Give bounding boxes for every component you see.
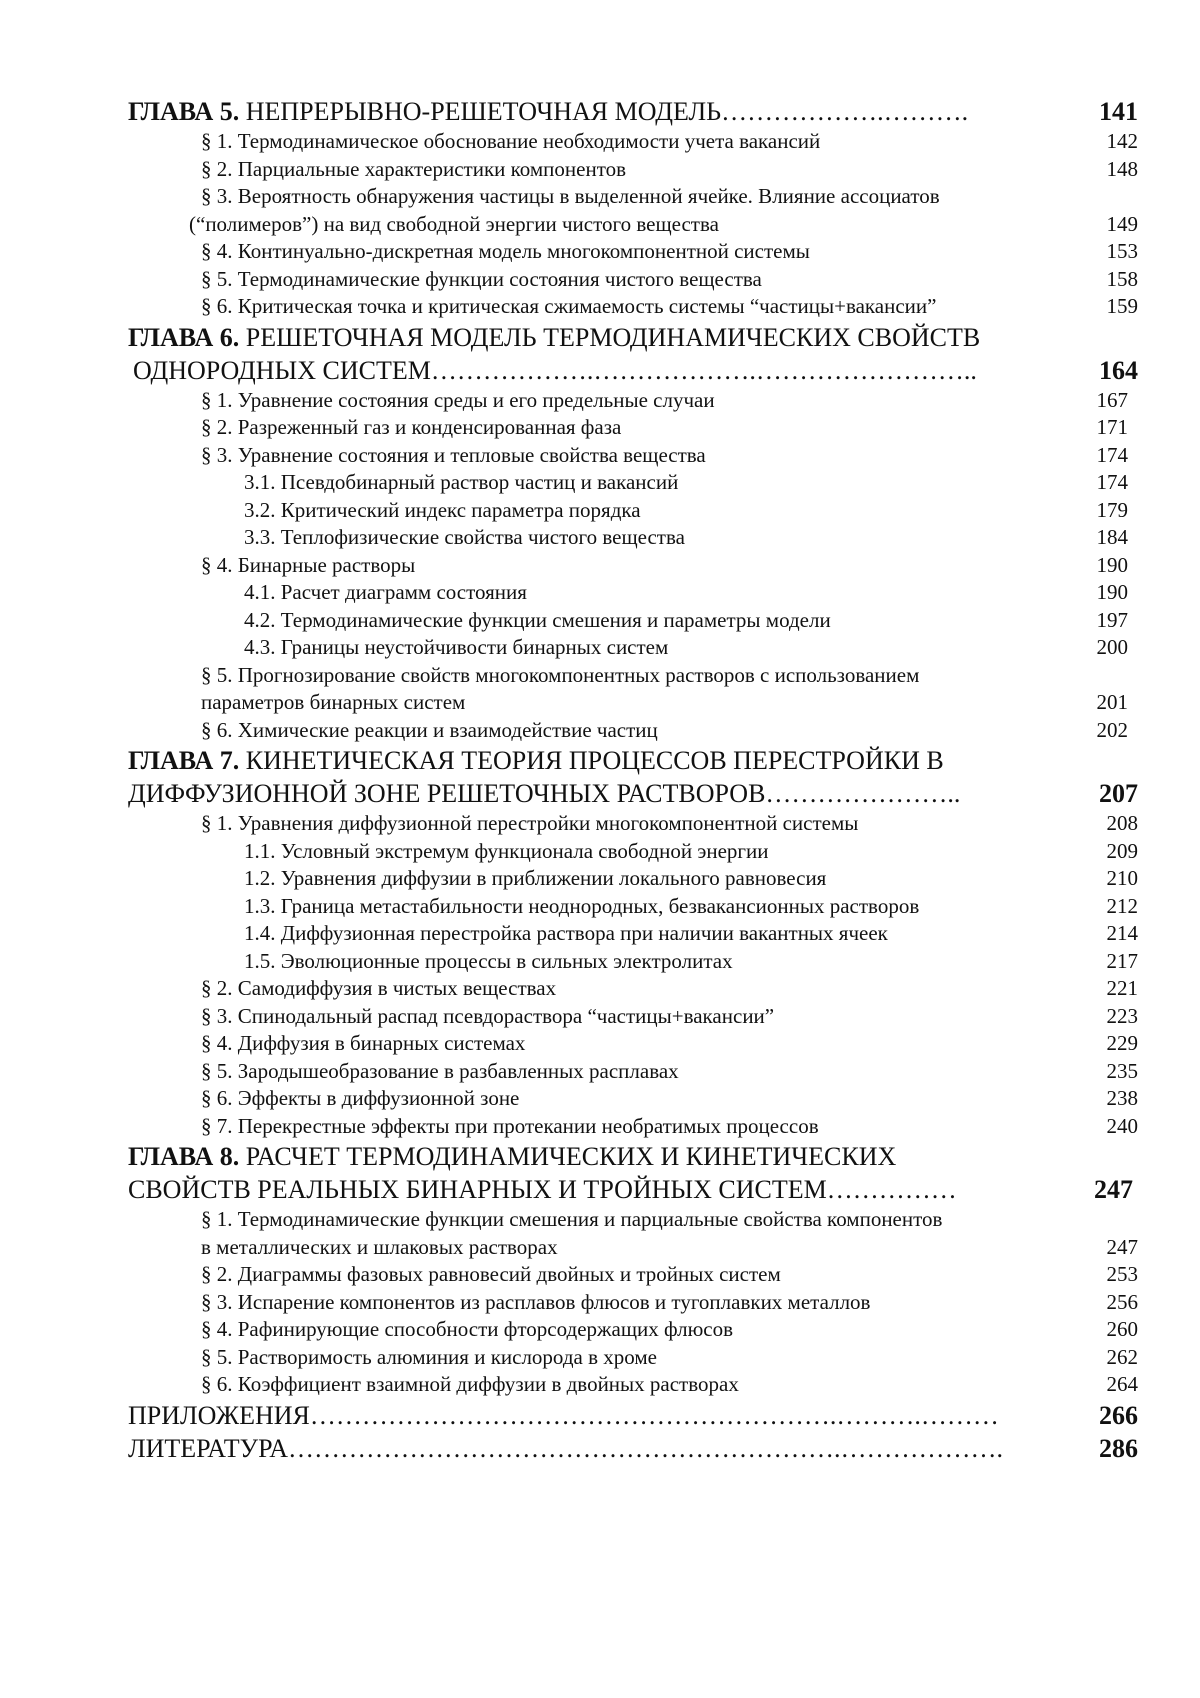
entry-text: § 5. Прогнозирование свойств многокомпонентных растворов с использованием — [201, 662, 920, 687]
entry-text: 1.3. Граница метастабильности неоднородных, безвакансионных растворов — [244, 893, 920, 918]
chapter-6-heading-cont — [128, 354, 1138, 387]
references-page: 286 — [1099, 1433, 1138, 1463]
chapter-label: ГЛАВА 6. — [128, 322, 240, 352]
entry-text: 1.4. Диффузионная перестройка раствора при наличии вакантных ячеек — [244, 921, 888, 945]
toc-entry — [128, 810, 1138, 838]
toc-entry — [128, 211, 1138, 239]
toc-entry — [128, 1085, 1138, 1113]
chapter-page: 247 — [1094, 1175, 1133, 1204]
toc-entry — [128, 387, 1138, 415]
entry-page: 238 — [1106, 1086, 1138, 1110]
entry-page: 202 — [1096, 717, 1128, 742]
entry-page: 149 — [1106, 211, 1138, 236]
entry-text: § 1. Уравнение состояния среды и его предельные случаи — [201, 387, 715, 412]
toc-entry — [128, 1371, 1138, 1399]
entry-page: 148 — [1106, 156, 1138, 181]
entry-text: § 2. Самодиффузия в чистых веществах — [201, 976, 557, 1000]
entry-page: 200 — [1096, 635, 1128, 659]
chapter-label: ГЛАВА 5. — [128, 97, 240, 126]
appendix-entry — [128, 1399, 1138, 1432]
entry-text: § 1. Уравнения диффузионной перестройки многокомпонентной системы — [201, 811, 859, 835]
entry-page: 208 — [1106, 811, 1138, 835]
toc-entry — [128, 1289, 1138, 1317]
entry-text: § 6. Химические реакции и взаимодействие частиц — [201, 717, 658, 742]
entry-page: 262 — [1106, 1344, 1138, 1369]
entry-page: 247 — [1106, 1234, 1138, 1259]
chapter-title-cont: ДИФФУЗИОННОЙ ЗОНЕ РЕШЕТОЧНЫХ РАСТВОРОВ………………….. — [128, 779, 961, 808]
toc-entry — [128, 1003, 1138, 1031]
toc-entry — [128, 266, 1138, 294]
toc-entry — [128, 156, 1138, 184]
chapter-title: РАСЧЕТ ТЕРМОДИНАМИЧЕСКИХ И КИНЕТИЧЕСКИХ — [245, 1142, 897, 1171]
entry-text: § 5. Зародышеобразование в разбавленных расплавах — [201, 1058, 679, 1083]
entry-text: § 3. Вероятность обнаружения частицы в выделенной ячейке. Влияние ассоциатов — [201, 184, 940, 208]
entry-text: 1.5. Эволюционные процессы в сильных электролитах — [244, 948, 733, 973]
entry-text: § 5. Растворимость алюминия и кислорода в хроме — [201, 1344, 657, 1369]
entry-text: 1.2. Уравнения диффузии в приближении локального равновесия — [244, 866, 827, 890]
toc-subentry — [128, 579, 1138, 607]
entry-text: 1.1. Условный экстремум функционала свободной энергии — [244, 838, 769, 863]
entry-page: 179 — [1096, 497, 1128, 522]
toc-subentry — [128, 497, 1138, 525]
entry-page: 153 — [1106, 239, 1138, 263]
entry-page: 190 — [1096, 580, 1128, 604]
entry-text: § 4. Бинарные растворы — [201, 552, 416, 577]
entry-page: 174 — [1096, 470, 1128, 494]
entry-page: 197 — [1096, 607, 1128, 632]
entry-text: § 6. Критическая точка и критическая сжимаемость системы “частицы+вакансии” — [201, 294, 937, 318]
entry-page: 142 — [1106, 129, 1138, 153]
chapter-label: ГЛАВА 8. — [128, 1142, 240, 1171]
references-title: ЛИТЕРАТУРА……………………………………………………….………………. — [128, 1433, 1003, 1463]
entry-text: § 1. Термодинамические функции смешения и парциальные свойства компонентов — [201, 1207, 943, 1231]
entry-page: 201 — [1096, 690, 1128, 714]
entry-text: § 7. Перекрестные эффекты при протекании необратимых процессов — [201, 1113, 819, 1138]
entry-page: 240 — [1106, 1113, 1138, 1138]
entry-text: § 3. Испарение компонентов из расплавов флюсов и тугоплавких металлов — [201, 1289, 871, 1314]
toc-subentry — [128, 469, 1138, 497]
entry-text: § 6. Коэффициент взаимной диффузии в двойных растворах — [201, 1372, 739, 1396]
entry-text: § 4. Рафинирующие способности фторсодержащих флюсов — [201, 1317, 734, 1341]
toc-entry — [128, 552, 1138, 580]
appendix-title: ПРИЛОЖЕНИЯ…………………………………………………….……….……… — [128, 1400, 999, 1430]
chapter-8-heading-cont — [128, 1173, 1138, 1206]
toc-entry — [128, 1206, 1138, 1234]
entry-page: 214 — [1106, 921, 1138, 945]
entry-text: § 1. Термодинамическое обоснование необходимости учета вакансий — [201, 129, 821, 153]
entry-text: § 6. Эффекты в диффузионной зоне — [201, 1086, 520, 1110]
entry-text: в металлических и шлаковых растворах — [201, 1234, 558, 1259]
toc-subentry — [128, 920, 1138, 948]
toc-subentry — [128, 865, 1138, 893]
appendix-page: 266 — [1099, 1400, 1138, 1430]
chapter-title-cont: ОДНОРОДНЫХ СИСТЕМ……………….……………….…………………….. — [133, 355, 977, 385]
chapter-title: РЕШЕТОЧНАЯ МОДЕЛЬ ТЕРМОДИНАМИЧЕСКИХ СВОЙСТВ — [245, 322, 981, 352]
entry-text: параметров бинарных систем — [201, 690, 466, 714]
chapter-6-heading — [128, 321, 1138, 354]
table-of-contents — [128, 95, 1138, 1465]
entry-text: 4.2. Термодинамические функции смешения и параметры модели — [244, 607, 831, 632]
entry-page: 212 — [1106, 893, 1138, 918]
chapter-title-cont: СВОЙСТВ РЕАЛЬНЫХ БИНАРНЫХ И ТРОЙНЫХ СИСТЕМ…………… — [128, 1175, 957, 1204]
entry-text: 3.2. Критический индекс параметра порядка — [244, 497, 641, 522]
chapter-page: 207 — [1099, 779, 1138, 808]
entry-text: § 3. Уравнение состояния и тепловые свойства вещества — [201, 442, 706, 467]
entry-text: 3.1. Псевдобинарный раствор частиц и вакансий — [244, 470, 679, 494]
toc-subentry — [128, 838, 1138, 866]
chapter-page: 164 — [1099, 355, 1138, 385]
entry-page: 210 — [1106, 866, 1138, 890]
entry-text: § 2. Парциальные характеристики компонентов — [201, 156, 627, 181]
toc-entry — [128, 1344, 1138, 1372]
toc-entry — [128, 1113, 1138, 1141]
toc-entry — [128, 1316, 1138, 1344]
entry-text: 3.3. Теплофизические свойства чистого вещества — [244, 525, 685, 549]
toc-entry — [128, 689, 1138, 717]
entry-page: 159 — [1106, 294, 1138, 318]
toc-entry — [128, 1234, 1138, 1262]
entry-text: § 5. Термодинамические функции состояния чистого вещества — [201, 266, 762, 291]
chapter-title: НЕПРЕРЫВНО-РЕШЕТОЧНАЯ МОДЕЛЬ……………….………. — [245, 97, 969, 126]
entry-text: § 2. Диаграммы фазовых равновесий двойных и тройных систем — [201, 1262, 781, 1286]
entry-page: 174 — [1096, 442, 1128, 467]
entry-page: 256 — [1106, 1289, 1138, 1314]
references-entry — [128, 1432, 1138, 1465]
toc-subentry — [128, 524, 1138, 552]
chapter-label: ГЛАВА 7. — [128, 746, 240, 775]
entry-page: 260 — [1106, 1317, 1138, 1341]
toc-entry — [128, 1058, 1138, 1086]
chapter-title: КИНЕТИЧЕСКАЯ ТЕОРИЯ ПРОЦЕССОВ ПЕРЕСТРОЙКИ В — [245, 746, 944, 775]
entry-page: 167 — [1096, 387, 1128, 412]
chapter-5-heading — [128, 95, 1138, 128]
entry-page: 253 — [1106, 1262, 1138, 1286]
toc-subentry — [128, 948, 1138, 976]
entry-page: 264 — [1106, 1372, 1138, 1396]
toc-entry — [128, 238, 1138, 266]
toc-entry — [128, 414, 1138, 442]
entry-page: 171 — [1096, 415, 1128, 439]
entry-page: 235 — [1106, 1058, 1138, 1083]
entry-page: 229 — [1106, 1031, 1138, 1055]
entry-page: 223 — [1106, 1003, 1138, 1028]
entry-page: 209 — [1106, 838, 1138, 863]
entry-text: § 2. Разреженный газ и конденсированная фаза — [201, 415, 622, 439]
entry-text: § 4. Континуально-дискретная модель многокомпонентной системы — [201, 239, 810, 263]
entry-page: 190 — [1096, 552, 1128, 577]
toc-subentry — [128, 607, 1138, 635]
toc-entry — [128, 128, 1138, 156]
toc-entry — [128, 442, 1138, 470]
toc-subentry — [128, 634, 1138, 662]
toc-entry — [128, 1030, 1138, 1058]
entry-text: § 4. Диффузия в бинарных системах — [201, 1031, 526, 1055]
chapter-8-heading — [128, 1140, 1138, 1173]
toc-entry — [128, 662, 1138, 690]
entry-page: 184 — [1096, 525, 1128, 549]
entry-page: 158 — [1106, 266, 1138, 291]
chapter-page: 141 — [1099, 97, 1138, 126]
entry-text: § 3. Спинодальный распад псевдораствора “частицы+вакансии” — [201, 1003, 775, 1028]
entry-text: 4.3. Границы неустойчивости бинарных систем — [244, 635, 669, 659]
chapter-7-heading — [128, 744, 1138, 777]
toc-entry — [128, 717, 1138, 745]
entry-page: 221 — [1106, 976, 1138, 1000]
entry-page: 217 — [1106, 948, 1138, 973]
toc-entry — [128, 1261, 1138, 1289]
toc-subentry — [128, 893, 1138, 921]
chapter-7-heading-cont — [128, 777, 1138, 810]
toc-entry — [128, 293, 1138, 321]
toc-entry — [128, 975, 1138, 1003]
entry-text: 4.1. Расчет диаграмм состояния — [244, 580, 527, 604]
toc-entry — [128, 183, 1138, 211]
entry-text: (“полимеров”) на вид свободной энергии чистого вещества — [189, 211, 719, 236]
